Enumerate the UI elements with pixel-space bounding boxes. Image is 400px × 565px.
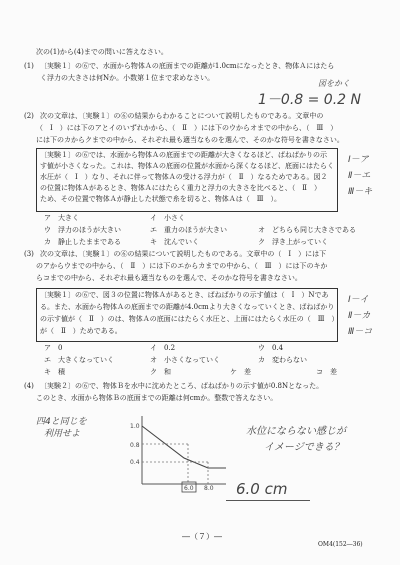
q3-option-i: イ 0.2 [150,344,176,352]
q3-box-line2: る。また、水面から物体Ａの底面までの距離が4.0cmより大きくなっていくとき、ばねばかり [40,303,335,311]
q4-graph-label-y1: 1.0 [130,423,140,430]
q4-line2: このとき、水面から物体Ｂの底面までの距離は何cmか。整数で答えなさい。 [36,394,278,402]
q2-intro-line3: には下のカからクまでの中から、それぞれ最も適当なものを選んで、そのかな符号を書きなさい。 [36,136,344,144]
q3-option-o: オ 小さくなっていく [150,356,220,364]
q2-box-line3: 水圧が（ Ⅰ ）なり、それに伴って物体Ａの受ける浮力が（ Ⅱ ）なるためである。図２ [40,173,328,181]
q3-option-ka: カ 変わらない [258,356,307,364]
q2-option-e: エ 重力のほうが大きい [150,226,227,234]
q3-option-ku: ク 和 [150,368,171,376]
q2-option-i: イ 小さく [150,214,185,222]
q4-answer-underline [226,500,310,501]
q2-option-u: ウ 浮力のほうが大きい [44,226,121,234]
q1-line2: く浮力の大きさは何Nか。小数第１位まで求めなさい。 [40,74,215,82]
q3-box-line3: の示す値が（ Ⅱ ）のは、物体Ａの底面にはたらく水圧と、上面にはたらく水圧の（ Ⅲ ） [40,315,339,323]
q2-box-line2: す値が小さくなった。これは、物体Ａの底面の位置が水面から深くなるほど、底面にはたらく [40,162,334,170]
q1-handwritten-answer: 1－0.8 = 0.2 N [258,92,361,108]
q4-line1: 〔実験２〕の⑥で、物体Ｂを水中に沈めたところ、ばねばかりの示す値が0.8Nとなった。 [40,382,324,390]
q3-handwritten-answer-1: Ⅰ－イ [348,295,369,305]
q4-graph-label-y3: 0.4 [130,459,140,466]
q1-number: (1) [24,62,34,70]
q2-handwritten-answer-3: Ⅲ－キ [348,187,373,197]
q2-handwritten-answer-2: Ⅱ－エ [348,171,371,181]
q4-handwritten-note-right-2: イメージできる？ [264,442,344,453]
q3-number: (3) [24,250,34,258]
q2-handwritten-answer-1: Ⅰ－ア [348,155,369,165]
q4-handwritten-note-left-2: 利用せよ [44,429,81,439]
q3-intro-line2: のアからウまでの中から、（ Ⅱ ）には下のエからカまでの中から、（ Ⅲ ）には下のキか [36,262,328,270]
q3-option-ko: コ 差 [316,368,337,376]
q3-box-line4: が（ Ⅱ ）ためである。 [40,327,122,335]
q3-intro-line3: らコまでの中から、それぞれ最も適当なものを選んで、そのかな符号を書きなさい。 [36,274,302,282]
intro-text: 次の(1)から(4)までの問いに答えなさい。 [36,48,168,56]
q3-box-line1: 〔実験１〕の⑥で、図３の位置に物体Ａがあるとき、ばねばかりの示す値は（ Ⅰ ）Nであ [40,291,329,299]
q2-option-ka: カ 静止したままである [44,238,121,246]
q3-option-ke: ケ 差 [230,368,251,376]
q3-option-u: ウ 0.4 [258,344,284,352]
q1-handwritten-note: 図をかく [318,79,350,88]
q4-graph-label-x2: 8.0 [204,485,214,492]
page-number: ―（７）― [182,532,222,541]
q4-graph-label-x1: 6.0 [184,485,194,492]
q3-option-ki: キ 積 [44,368,65,376]
q2-box-line1: 〔実験１〕の⑥では、水面から物体Ａの底面までの距離が大きくなるほど、ばねばかりの示 [40,151,327,159]
q4-graph-label-y2: 0.8 [130,442,140,449]
q1-line1: 〔実験１〕の⑥で、水面から物体Ａの底面までの距離が1.0cmになったとき、物体Ａにはたら [40,62,335,70]
q2-box-line5: ため、その位置で物体Ａが静止した状態で糸を切ると、物体Ａは（ Ⅲ ）。 [40,195,281,203]
q4-handwritten-answer: 6.0 cm [236,480,288,498]
q4-handwritten-note-left-1: 四4と同じを [36,417,87,427]
q3-handwritten-answer-2: Ⅱ－カ [348,311,371,321]
q2-intro-line1: 次の文章は、〔実験１〕の⑥の結果からわかることについて説明したものである。文章中の [40,112,324,120]
q4-handwritten-note-right-1: 水位にならない感じが [246,426,346,437]
q2-option-a: ア 大きく [44,214,79,222]
q2-box-line4: の位置に物体Ａがあるとき、物体Ａにはたらく重力と浮力の大きさを比べると、（ Ⅱ ） [40,184,321,192]
q2-option-ku: ク 浮き上がっていく [258,238,328,246]
q2-number: (2) [24,112,34,120]
q3-handwritten-answer-3: Ⅲ－コ [348,327,373,337]
q2-option-o: オ どちらも同じ大きさである [258,226,356,234]
q3-intro-line1: 次の文章は、〔実験１〕の⑥の結果について説明したものである。文章中の（ Ⅰ ）には下 [40,250,327,258]
q3-option-e: エ 大きくなっていく [44,356,114,364]
q4-number: (4) [24,382,34,390]
q3-option-a: ア 0 [44,344,63,352]
exam-code: OM4(152―36) [318,541,363,548]
q2-intro-line2: （ Ⅰ ）には下のアとイのいずれかから、（ Ⅱ ）には下のウからオまでの中から、（ Ⅲ ） [36,124,338,132]
q2-option-ki: キ 沈んでいく [150,238,199,246]
